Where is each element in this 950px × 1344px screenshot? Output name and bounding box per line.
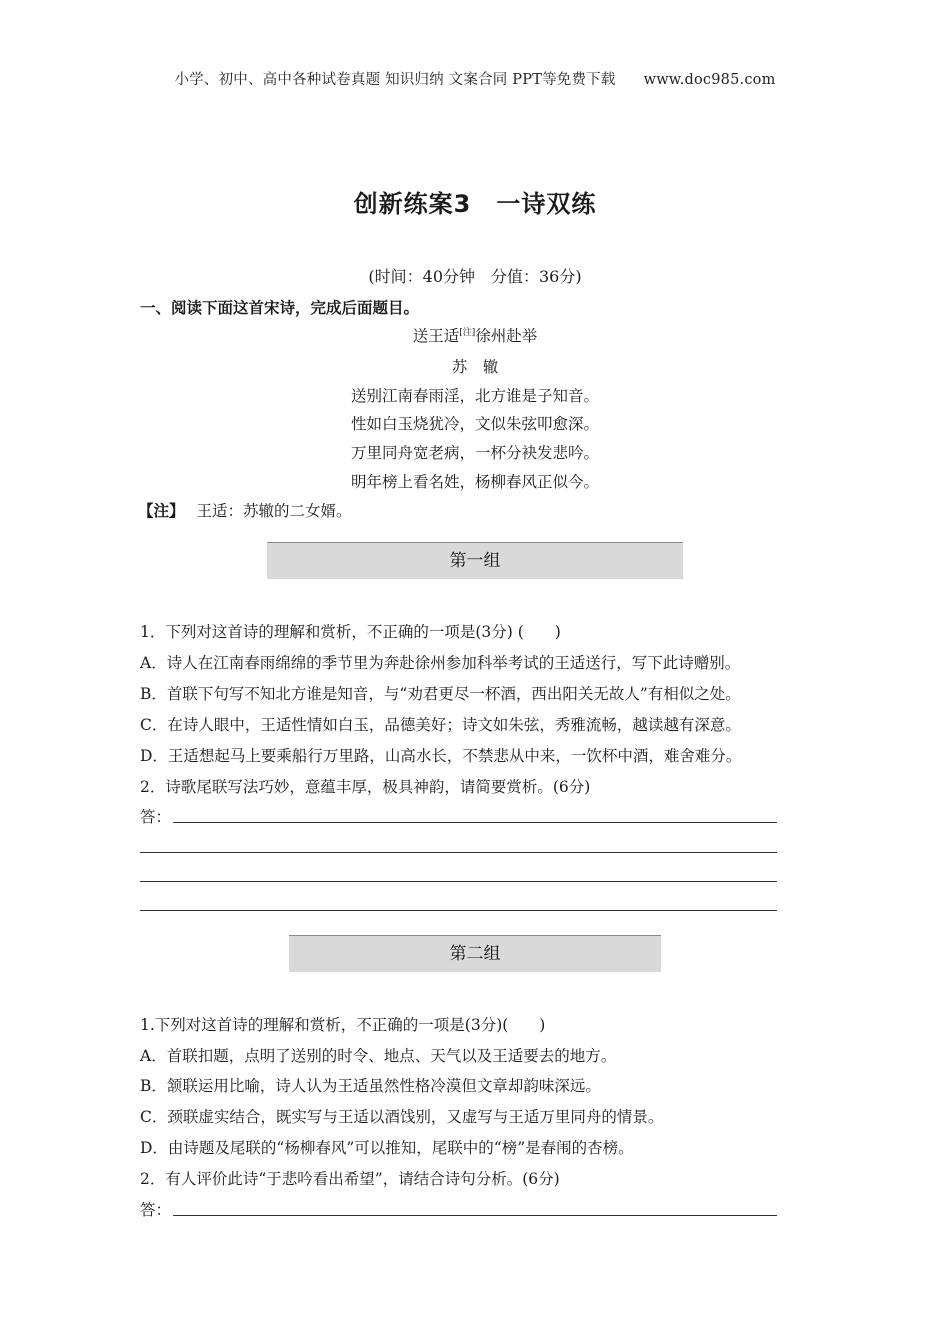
group1-question-1: 1．下列对这首诗的理解和赏析，不正确的一项是(3分) ( ) (140, 623, 561, 641)
group2-option-a: A．首联扣题，点明了送别的时令、地点、天气以及王适要去的地方。 (140, 1047, 617, 1065)
group2-banner: 第二组 (289, 935, 661, 972)
group2-answer-label: 答： (140, 1201, 172, 1219)
poem-line: 送别江南春雨淫，北方谁是子知音。 (350, 387, 599, 405)
poem-title-after: 徐州赴举 (475, 327, 538, 345)
group1-question-2: 2．诗歌尾联写法巧妙，意蕴丰厚，极具神韵，请简要赏析。(6分) (140, 778, 591, 796)
group2-option-b: B．颔联运用比喻，诗人认为王适虽然性格冷漠但文章却韵味深远。 (140, 1077, 601, 1095)
group2-question-1: 1.下列对这首诗的理解和赏析，不正确的一项是(3分)( ) (140, 1016, 546, 1034)
poem-note (138, 499, 352, 521)
group1-answer-line[interactable] (140, 881, 777, 882)
page-title: 创新练案3 一诗双练 (353, 190, 597, 218)
section-heading: 一、阅读下面这首宋诗，完成后面题目。 (140, 299, 420, 317)
group2-answer-line[interactable] (173, 1215, 777, 1216)
group2-option-d: D．由诗题及尾联的“杨柳春风”可以推知，尾联中的“榜”是春闱的杏榜。 (140, 1139, 634, 1157)
group1-option-b: B．首联下句写不知北方谁是知音，与“劝君更尽一杯酒，西出阳关无故人”有相似之处。 (140, 685, 741, 703)
group1-option-c: C．在诗人眼中，王适性情如白玉，品德美好；诗文如朱弦，秀雅流畅，越读越有深意。 (140, 716, 741, 734)
header-site[interactable]: www.doc985.com (643, 72, 776, 88)
group1-answer-line[interactable] (173, 822, 777, 823)
group1-answer-line[interactable] (140, 910, 777, 911)
group2-question-2: 2．有人评价此诗“于悲吟看出希望”，请结合诗句分析。(6分) (140, 1170, 560, 1188)
poem-line: 万里同舟宽老病，一杯分袂发悲吟。 (350, 444, 599, 462)
poem-line: 明年榜上看名姓，杨柳春风正似今。 (350, 473, 599, 491)
poem-line: 性如白玉烧犹冷，文似朱弦叩愈深。 (350, 415, 599, 433)
poem-note-marker: [注] (459, 328, 476, 338)
time-score-info: (时间：40分钟 分值：36分) (368, 267, 582, 286)
group2-option-c: C．颈联虚实结合，既实写与王适以酒饯别，又虚写与王适万里同舟的情景。 (140, 1108, 664, 1126)
poem-title-before: 送王适 (412, 327, 460, 345)
group1-option-d: D．王适想起马上要乘船行万里路，山高水长，不禁悲从中来，一饮杯中酒，难舍难分。 (140, 747, 742, 765)
note-label: 【注】 (138, 502, 185, 520)
header-text: 小学、初中、高中各种试卷真题 知识归纳 文案合同 PPT等免费下载 (174, 72, 616, 88)
group1-answer-label: 答： (140, 808, 172, 826)
group1-answer-line[interactable] (140, 852, 777, 853)
poem-title (0, 324, 950, 346)
poem-author: 苏 辙 (451, 358, 499, 376)
page-header (0, 68, 950, 89)
note-text: 王适：苏辙的二女婿。 (196, 502, 352, 520)
group1-banner: 第一组 (267, 542, 683, 579)
group1-option-a: A．诗人在江南春雨绵绵的季节里为奔赴徐州参加科举考试的王适送行，写下此诗赠别。 (140, 654, 741, 672)
